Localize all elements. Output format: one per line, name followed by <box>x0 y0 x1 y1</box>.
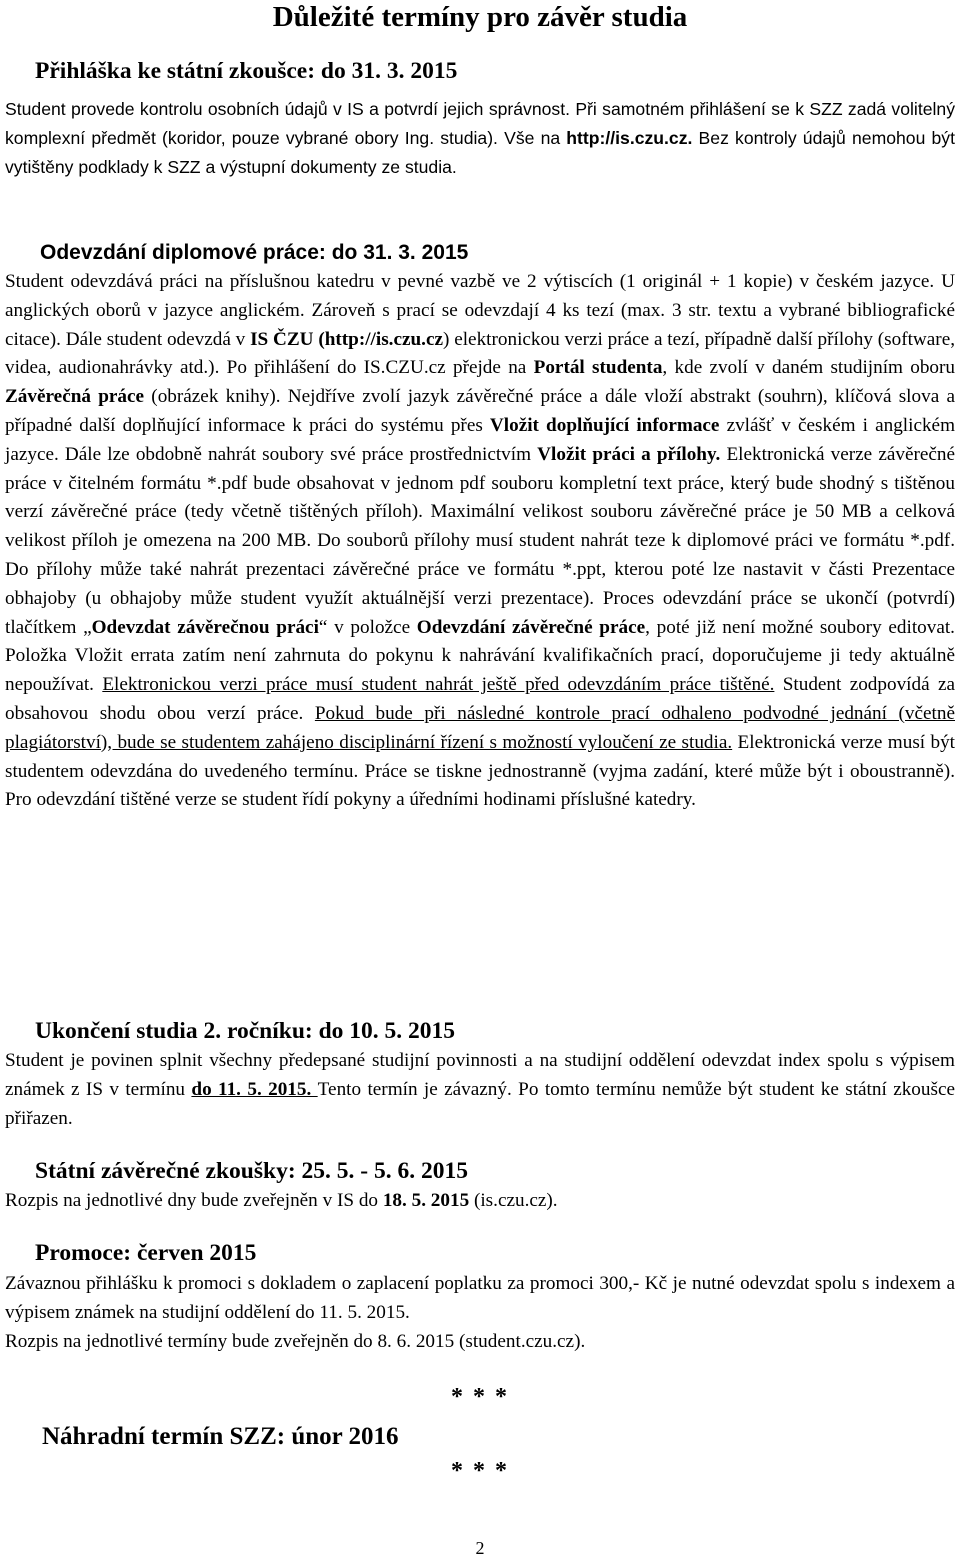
separator-stars-top <box>0 1384 960 1410</box>
alternative-term: Náhradní termín SZZ: únor 2016 <box>42 1423 399 1450</box>
separator-stars-bottom <box>0 1458 960 1484</box>
document-title: Důležité termíny pro závěr studia <box>272 1 688 33</box>
stars-text: * * * <box>451 1458 509 1484</box>
text-run: Rozpis na jednotlivé termíny bude zveřejněn do 8. 6. 2015 (student.czu.cz). <box>5 1331 586 1352</box>
text-run: Student je povinen splnit všechny předepsané studijní povinnosti a na studijní oddělení odevzdat index spolu s výpisem známek z IS v termínu <box>5 1050 955 1100</box>
text-run: Elektronická verze musí být studentem odevzdána do uvedeného termínu. Práce se tiskne jednostranně (vyjma zadání, které může být i oboustranně). Pro odevzdání tištěné verze se student řídí pokyny a úředními hodinami příslušné katedry. <box>5 731 955 811</box>
section-heading-state-exams: Státní závěrečné zkoušky: 25. 5. - 5. 6. 2015 <box>35 1158 468 1184</box>
submission-item-ref: Odevzdání závěrečné práce <box>416 616 646 638</box>
section-text-year-end <box>5 1047 955 1133</box>
submit-button-ref: Odevzdat závěrečnou práci <box>91 616 319 638</box>
section-text-thesis <box>5 268 955 815</box>
text-run: Bez kontroly údajů nemohou být vytištěny podklady k SZZ a výstupní dokumenty ze studia. <box>5 127 955 177</box>
section-text-state-exams <box>5 1187 955 1216</box>
section-heading-thesis: Odevzdání diplomové práce: do 31. 3. 2015 <box>40 241 469 264</box>
section-heading-graduation: Promoce: červen 2015 <box>35 1240 257 1266</box>
upload-work-ref: Vložit práci a přílohy. <box>537 443 721 465</box>
stars-text: * * * <box>451 1384 509 1410</box>
text-run: Student zodpovídá za obsahovou shodu obou verzí práce. <box>5 674 955 724</box>
text-run: Elektronická verze závěrečné práce v čitelném formátu *.pdf bude obsahovat v jednom pdf souboru kompletní text práce, který bude shodný s tištěnou verzí závěrečné práce (tedy včetně tištěných příloh). Maximální velikost souboru závěrečné práce je 50 MB a celková velikost příloh je omezena na 200 MB. Do souborů přílohy musí student nahrát teze k diplomové práci ve formátu *.pdf. Do přílohy může také nahrát prezentaci závěrečné práce ve formátu *.ppt, kterou poté lze nastavit v části Prezentace obhajoby (u obhajoby může student využít aktuálnější verzi prezentace). Proces odevzdání práce se ukončí (potvrdí) tlačítkem „ <box>5 443 955 638</box>
final-thesis-ref: Závěrečná práce <box>5 386 145 408</box>
underlined-warning: Pokud bude při následné kontrole prací odhaleno podvodné jednání (včetně plagiátorství), bude se studentem zahájeno disciplinární řízení s možností vyloučení ze studia. <box>5 702 955 753</box>
text-run: Student provede kontrolu osobních údajů v IS a potvrdí jejich správnost. Při samotném přihlášení se k SZZ zadá volitelný komplexní předmět (koridor, pouze vybrané obory Ing. studia). Vše na <box>5 99 955 148</box>
section-text-graduation-schedule <box>5 1328 955 1357</box>
text-run: , kde zvolí v daném studijním oboru <box>662 357 956 379</box>
section-heading-application: Přihláška ke státní zkoušce: do 31. 3. 2015 <box>35 58 458 84</box>
text-run: Rozpis na jednotlivé dny bude zveřejněn v IS do <box>5 1190 383 1211</box>
publish-date: 18. 5. 2015 <box>382 1190 470 1211</box>
section-text-graduation <box>5 1270 955 1328</box>
section-text-application <box>5 95 955 181</box>
student-portal-ref: Portál studenta <box>533 357 663 379</box>
add-info-ref: Vložit doplňující informace <box>489 414 720 436</box>
is-czu-ref: IS ČZU (http://is.czu.cz <box>250 328 444 350</box>
text-run: , poté již není možné soubory editovat. Položka Vložit errata zatím není zahrnuta do pokynu k nahrávání kvalifikačních prací, doporučujeme ji tedy aktuálně nepoužívat. <box>5 616 955 696</box>
text-run: ) elektronickou verzi práce a tezí, případně další přílohy (software, videa, audionahrávky atd.). Po přihlášení do IS.CZU.cz přejde na <box>5 328 956 379</box>
text-run: Tento termín je závazný. Po tomto termínu nemůže být student ke státní zkoušce přiřazen. <box>5 1078 955 1129</box>
is-czu-link[interactable]: http://is.czu.cz. <box>566 127 693 148</box>
page-number: 2 <box>475 1538 485 1558</box>
text-run: (obrázek knihy). Nejdříve zvolí jazyk závěrečné práce a dále vloží abstrakt (souhrn), klíčová slova a případné další doplňující informace k práci do systému přes <box>5 386 955 436</box>
deadline-date: do 11. 5. 2015. <box>191 1078 318 1100</box>
text-run: “ v položce <box>318 616 417 638</box>
text-run: (is.czu.cz). <box>469 1190 558 1211</box>
text-run: Závaznou přihlášku k promoci s dokladem o zaplacení poplatku za promoci 300,- Kč je nutné odevzdat spolu s indexem a výpisem známek na studijní oddělení do 11. 5. 2015. <box>5 1273 955 1323</box>
text-run: Student odevzdává práci na příslušnou katedru v pevné vazbě ve 2 výtiscích (1 originál + 1 kopie) v českém jazyce. U anglických oborů v jazyce anglickém. Zároveň s prací se odevzdají 4 ks tezí (max. 3 str. textu a vybrané bibliografické citace). Dále student odevzdá v <box>5 271 955 350</box>
text-run: zvlášť v českém i anglickém jazyce. Dále lze obdobně nahrát soubory své práce prostřednictvím <box>5 414 955 465</box>
underlined-requirement: Elektronickou verzi práce musí student nahrát ještě před odevzdáním práce tištěné. <box>102 674 775 696</box>
section-heading-year-end: Ukončení studia 2. ročníku: do 10. 5. 2015 <box>35 1018 456 1044</box>
